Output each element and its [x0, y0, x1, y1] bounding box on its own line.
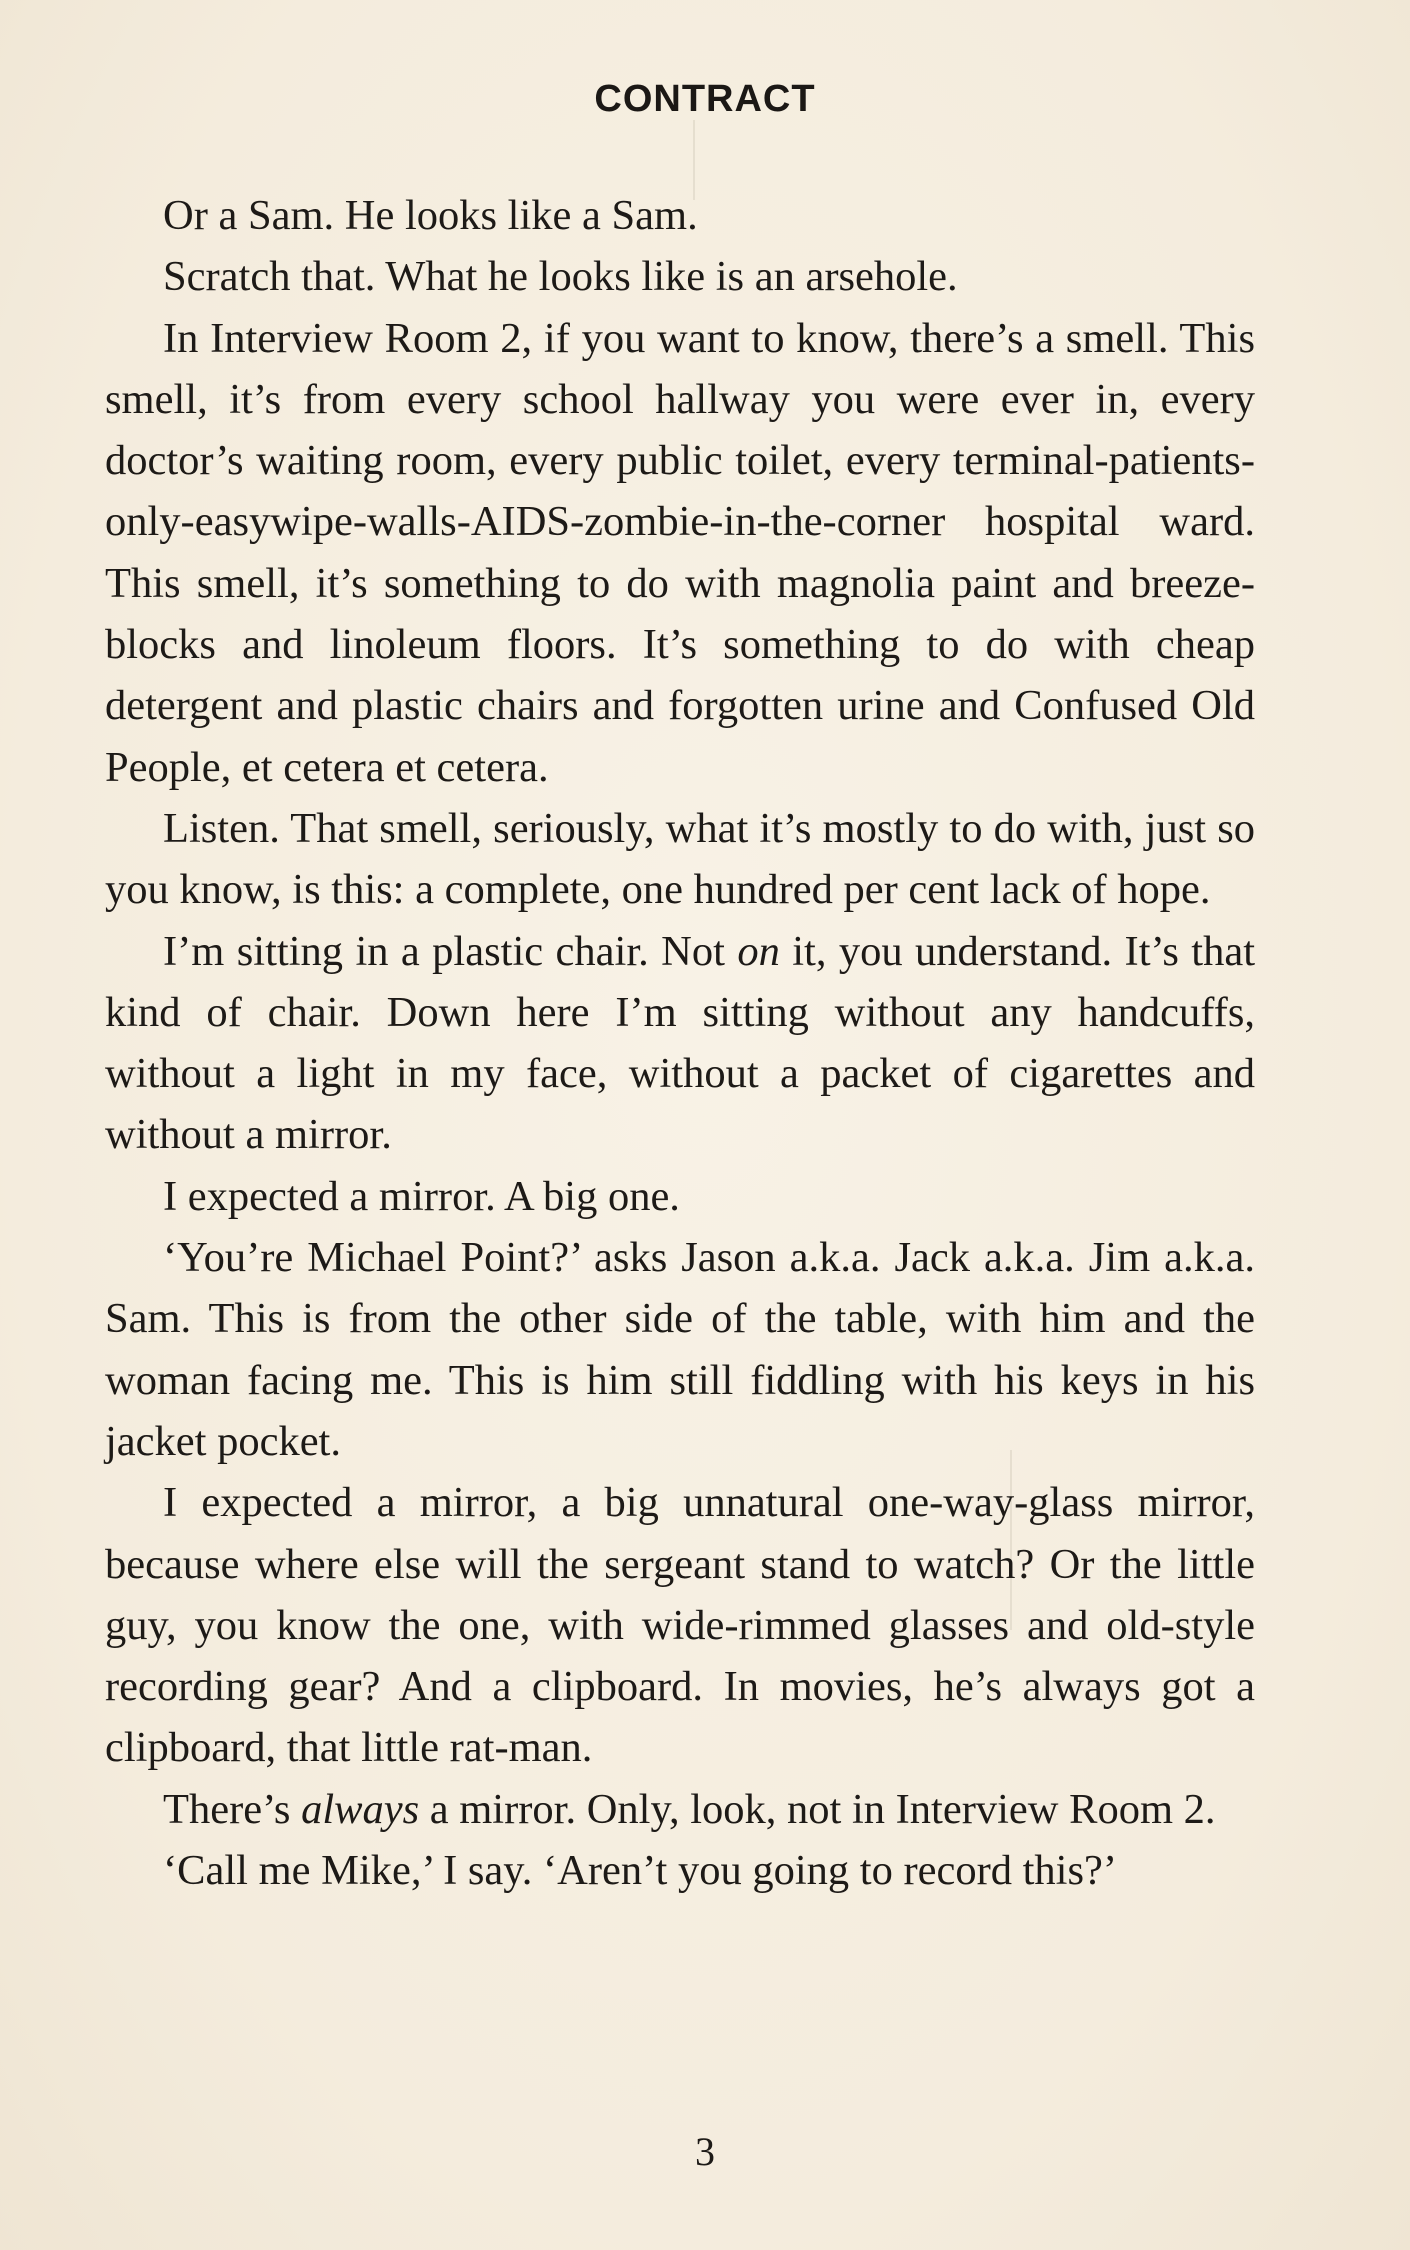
- running-head: CONTRACT: [594, 78, 816, 120]
- paragraph: I expected a mirror. A big one.: [163, 1172, 680, 1220]
- paragraph: In Interview Room 2, if you want to know, there’s a smell. This smell, it’s from every school hallway you were ever in, every doctor’s waiting room, every public toilet, every terminal-patients-only-easywipe-walls-AIDS-zombie-in-the-corner hospital ward. This smell, it’s something to do with magnolia paint and breeze-blocks and linoleum floors. It’s something to do with cheap detergent and plastic chairs and forgotten urine and Confused Old People, et cetera et cetera.: [105, 314, 1255, 791]
- page-number: 3: [695, 2129, 715, 2174]
- paragraph: Or a Sam. He looks like a Sam.: [163, 192, 698, 239]
- paragraph: Listen. That smell, seriously, what it’s mostly to do with, just so you know, is this: a complete, one hundred per cent lack of hope.: [105, 804, 1255, 914]
- paragraph: There’s always a mirror. Only, look, not in Interview Room 2.: [163, 1785, 1216, 1833]
- paragraph: ‘You’re Michael Point?’ asks Jason a.k.a. Jack a.k.a. Jim a.k.a. Sam. This is from the other side of the table, with him and the woman facing me. This is him still fiddling with his keys in his jacket pocket.: [105, 1234, 1255, 1465]
- emphasis: always: [301, 1785, 420, 1833]
- paragraph: I expected a mirror, a big unnatural one-way-glass mirror, because where else will the sergeant stand to watch? Or the little guy, you know the one, with wide-rimmed glasses and old-style recording gear? And a clipboard. In movies, he’s always got a clipboard, that little rat-man.: [105, 1479, 1255, 1772]
- paragraph: I’m sitting in a plastic chair. Not on it, you understand. It’s that kind of chair. Down here I’m sitting without any handcuffs, without a light in my face, without a packet of cigarettes and without a mirror.: [105, 927, 1255, 1159]
- paragraph: ‘Call me Mike,’ I say. ‘Aren’t you going to record this?’: [163, 1847, 1118, 1895]
- body-text: [105, 185, 1255, 1901]
- paragraph: Scratch that. What he looks like is an arsehole.: [163, 253, 958, 301]
- emphasis: on: [737, 927, 780, 975]
